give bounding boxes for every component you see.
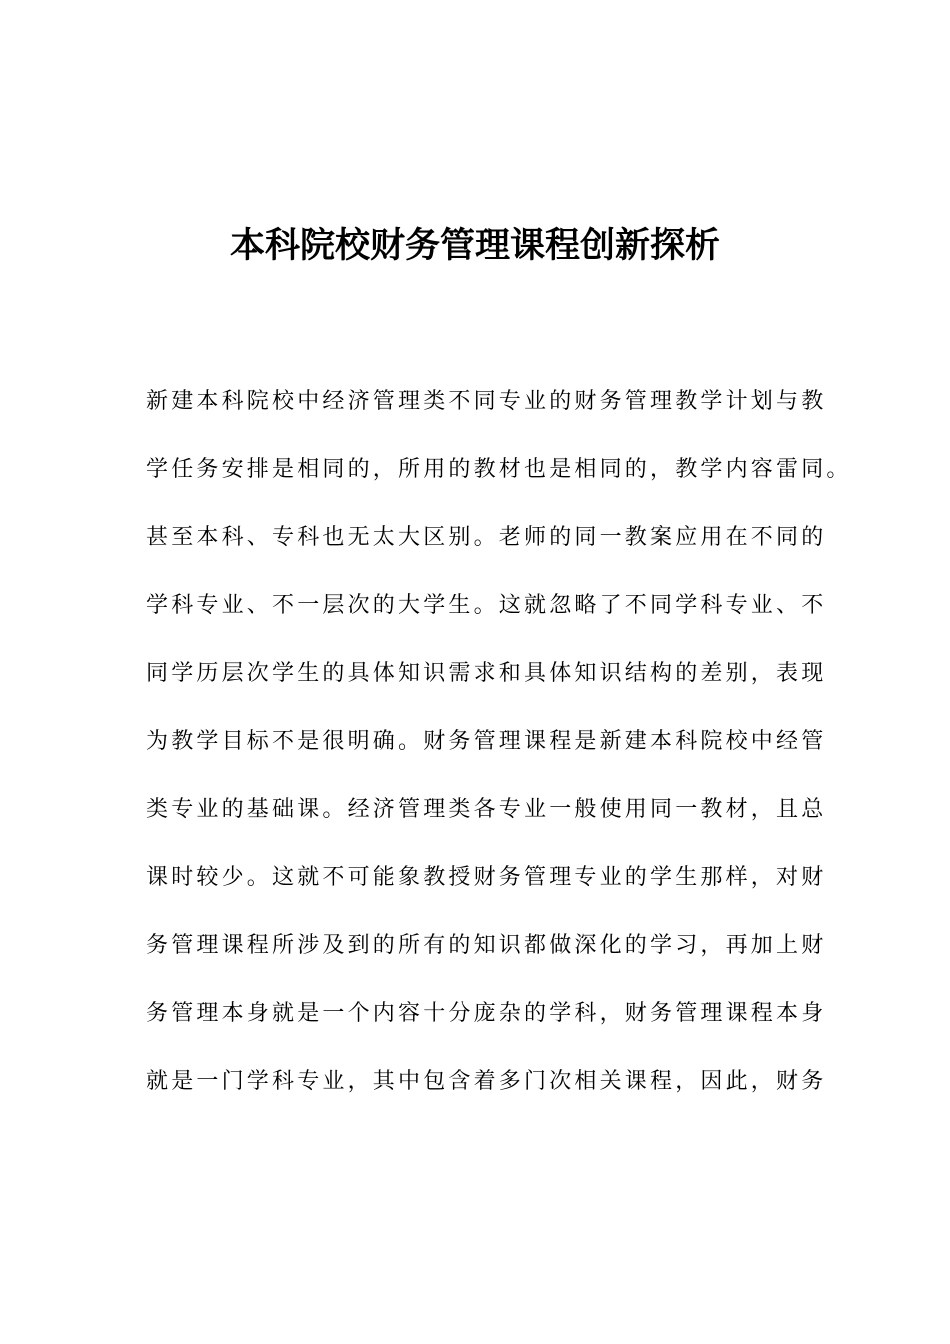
body-paragraph [146,384,852,1132]
text-line: 务管理本身就是一个内容十分庞杂的学科，财务管理课程本身 [146,1001,827,1026]
text-line: 甚至本科、专科也无太大区别。老师的同一教案应用在不同的 [146,525,827,550]
text-line: 类专业的基础课。经济管理类各专业一般使用同一教材，且总 [146,797,827,822]
text-line: 为教学目标不是很明确。财务管理课程是新建本科院校中经管 [146,729,827,754]
text-line: 学任务安排是相同的，所用的教材也是相同的，教学内容雷同。 [146,457,852,482]
text-line: 同学历层次学生的具体知识需求和具体知识结构的差别，表现 [146,661,827,686]
text-line: 务管理课程所涉及到的所有的知识都做深化的学习，再加上财 [146,933,827,958]
text-line: 课时较少。这就不可能象教授财务管理专业的学生那样，对财 [146,865,827,890]
text-line: 学科专业、不一层次的大学生。这就忽略了不同学科专业、不 [146,593,827,618]
text-line: 新建本科院校中经济管理类不同专业的财务管理教学计划与教 [146,389,827,414]
page-title: 本科院校财务管理课程创新探析 [229,226,720,266]
text-line: 就是一门学科专业，其中包含着多门次相关课程，因此，财务 [146,1069,827,1094]
